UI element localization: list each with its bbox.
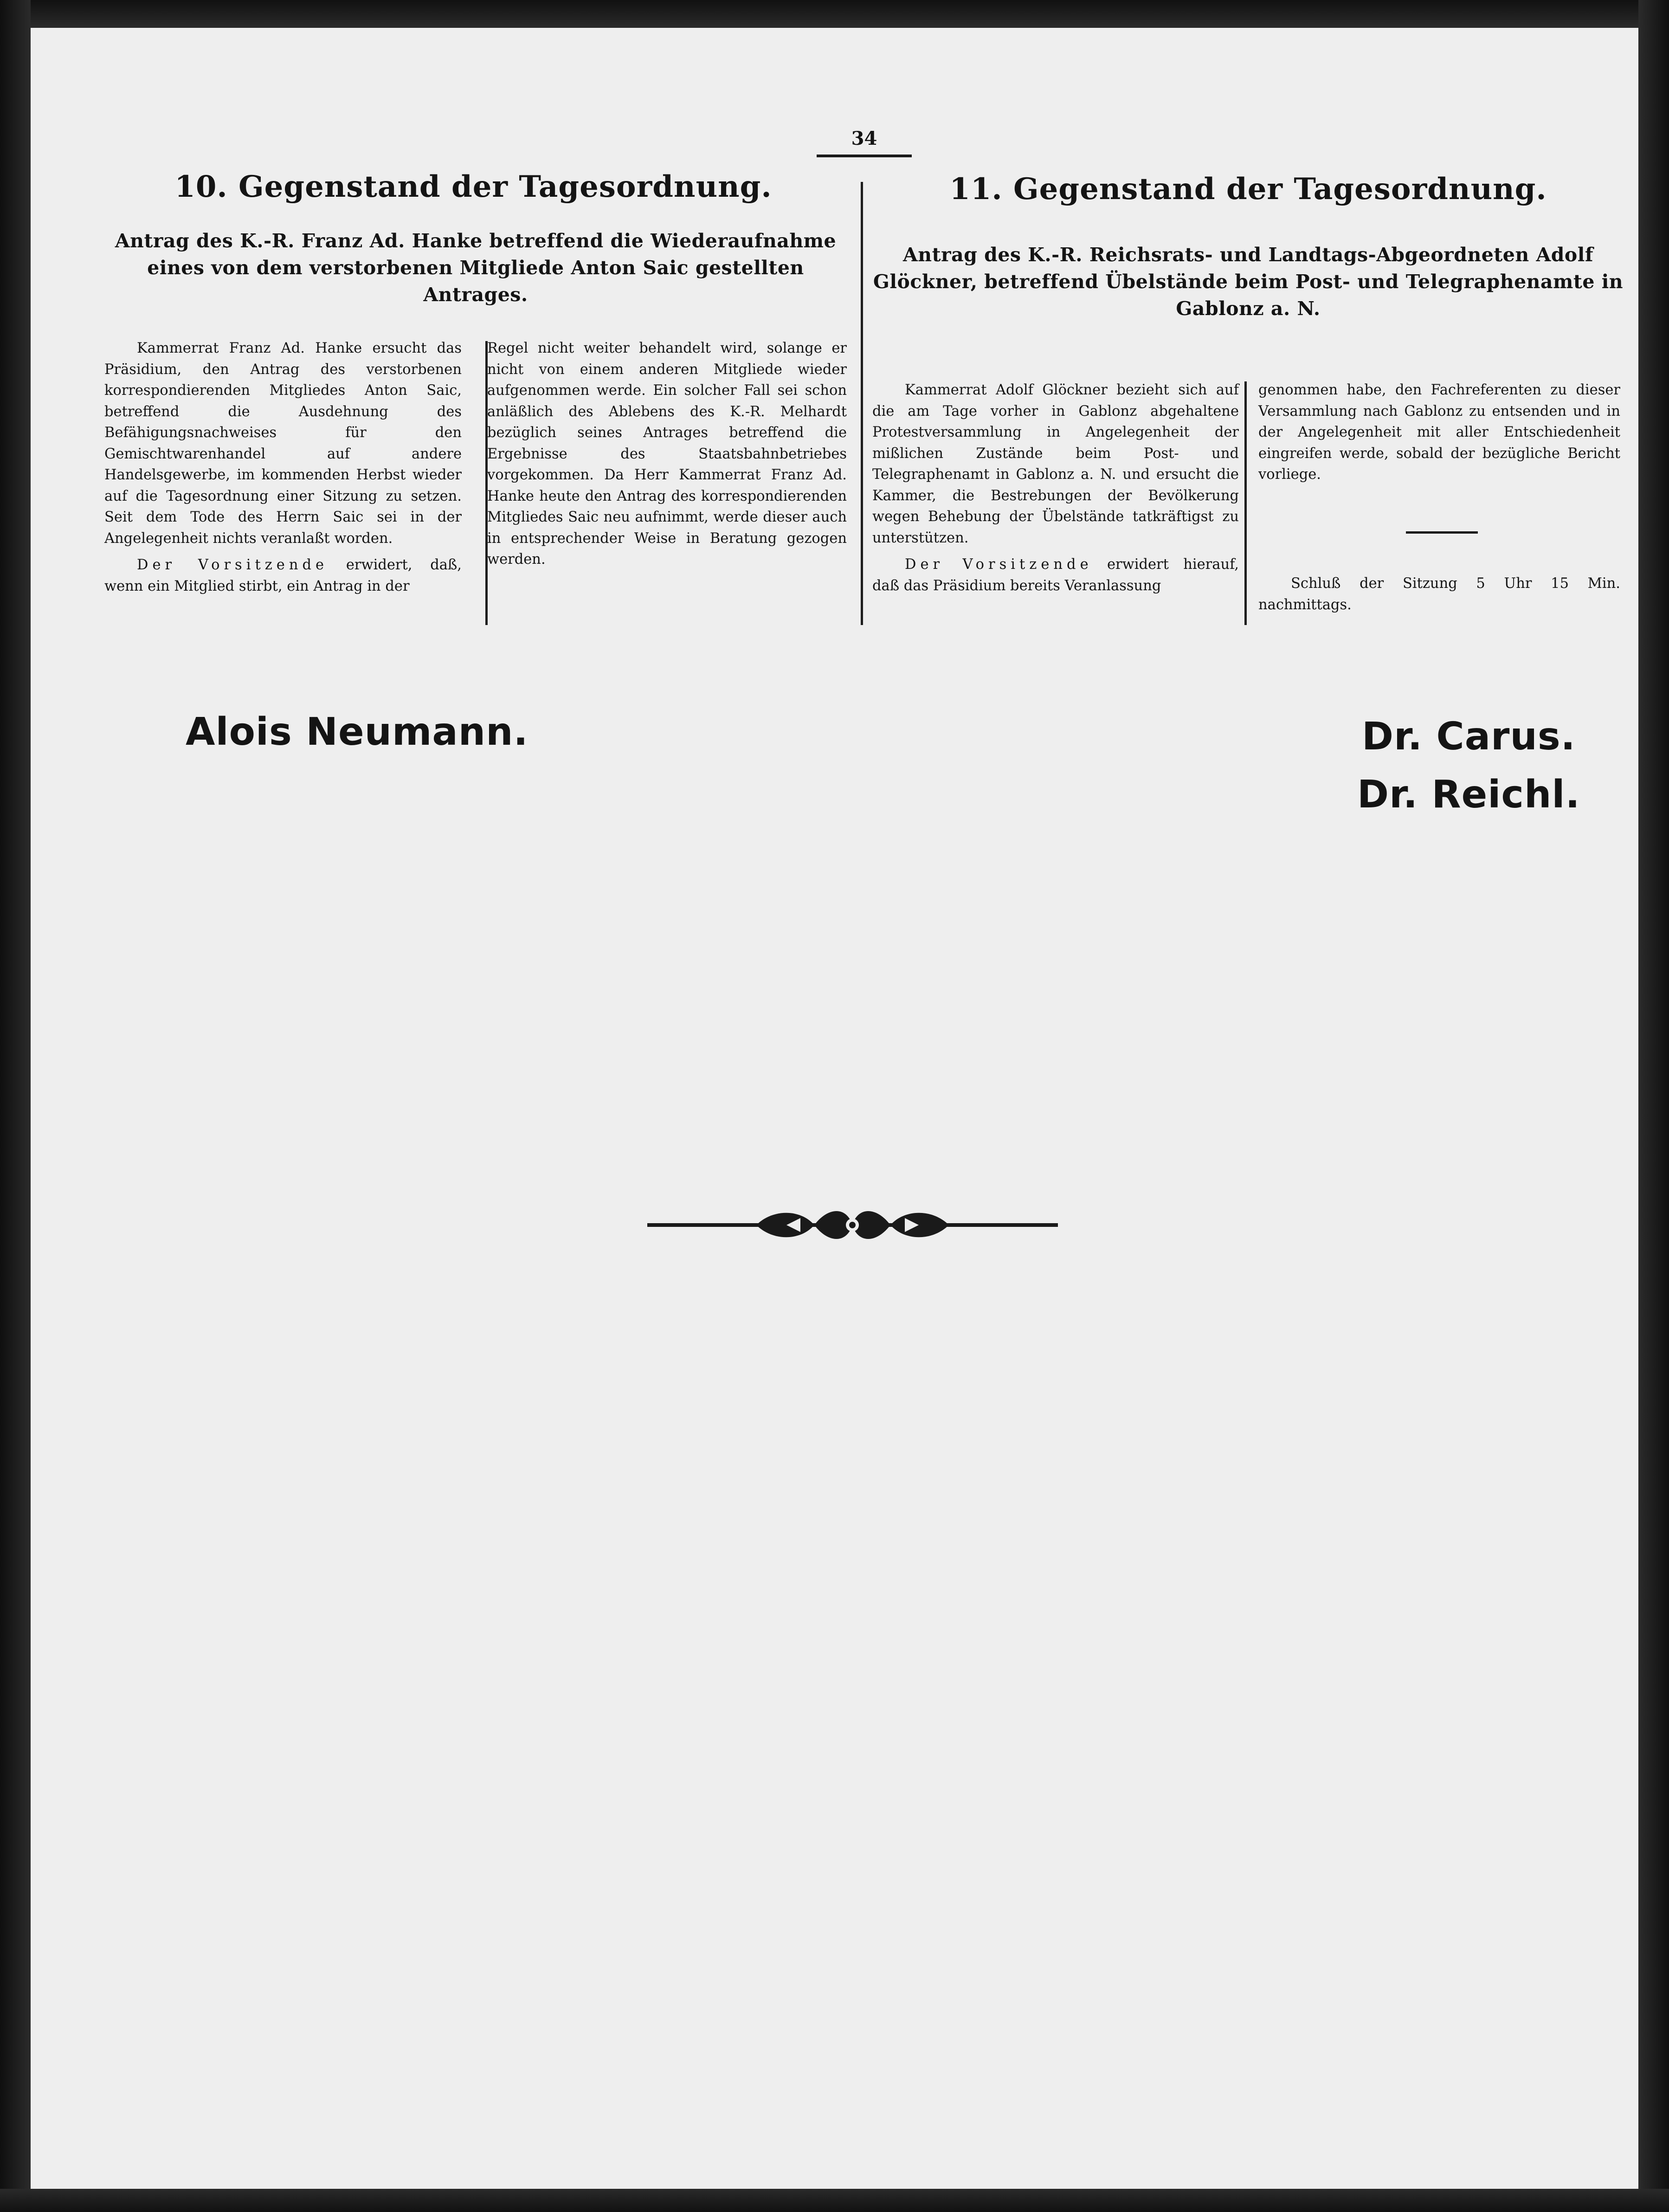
right-section-column-1 — [872, 380, 1239, 596]
signature-left: Alois Neumann. — [186, 710, 528, 754]
left-section-column-2 — [487, 338, 847, 570]
right-col1-paragraph: Kammerrat Adolf Glöckner bezieht sich auf die am Tage vorher in Gablonz abgehaltene Protestversammlung in Angelegenheit der mißlichen Zustände beim Post- und Telegraphenamt in Gablonz a. N. und ersucht die Kammer, die Bestrebungen der Bevölkerung wegen Behebung der Übelstände tatkräftigst zu unterstützen. — [872, 382, 1239, 546]
section-divider — [861, 182, 863, 625]
session-closing-note: Schluß der Sitzung 5 Uhr 15 Min. nachmittags. — [1258, 575, 1620, 613]
reply-text: erwidert hierauf, daß das Präsidium bereits Veranlassung — [872, 556, 1239, 594]
left-section-heading: 10. Gegenstand der Tagesordnung. — [174, 169, 772, 204]
scan-border-left — [0, 0, 31, 2212]
speaker-label: Der Vorsitzende — [137, 557, 329, 573]
speaker-label: Der Vorsitzende — [905, 556, 1093, 573]
page-number: 34 — [817, 128, 912, 157]
right-col1-chair-reply — [872, 554, 1239, 596]
signature-right-1: Dr. Carus. — [1362, 715, 1576, 759]
scan-border-top — [0, 0, 1669, 28]
scan-border-bottom — [0, 2189, 1669, 2212]
right-col2-paragraph: genommen habe, den Fachreferenten zu dieser Versammlung nach Gablonz zu entsenden und in der Angelegenheit mit aller Entschiedenheit eingreifen werde, sobald der bezügliche Bericht vorliege. — [1258, 382, 1620, 483]
right-section-closing — [1258, 573, 1620, 615]
scan-border-right — [1638, 0, 1669, 2212]
closing-separator-rule — [1406, 531, 1478, 534]
right-section-subheading: Antrag des K.-R. Reichsrats- und Landtags-Abgeordneten Adolf Glöckner, betreffend Übelstände beim Post- und Telegraphenamte in Gablonz a. N. — [873, 244, 1624, 320]
decorative-ornament-icon — [647, 1204, 1058, 1246]
left-section-subheading: Antrag des K.-R. Franz Ad. Hanke betreffend die Wiederaufnahme eines von dem verstorbenen Mitgliede Anton Saic gestellten Antrages. — [115, 230, 837, 306]
signature-right-2: Dr. Reichl. — [1357, 773, 1580, 817]
left-section-column-1 — [104, 338, 462, 597]
left-col2-paragraph: Regel nicht weiter behandelt wird, solange er nicht von einem anderen Mitgliede wieder aufgenommen werde. Ein solcher Fall sei schon anläßlich des Ablebens des K.-R. Melhardt bezüglich seines Antrages betreffend die Ergebnisse des Staatsbahnbetriebes vorgekommen. Da Herr Kammerrat Franz Ad. Hanke heute den Antrag des korrespondierenden Mitgliedes Saic neu aufnimmt, werde dieser auch in entsprechender Weise in Beratung gezogen werden. — [487, 340, 847, 568]
left-col1-chair-reply — [104, 555, 462, 597]
reply-text: erwidert, daß, wenn ein Mitglied stirbt, ein Antrag in der — [104, 557, 462, 594]
right-section-heading: 11. Gegenstand der Tagesordnung. — [949, 172, 1547, 206]
right-section-column-2 — [1258, 380, 1620, 485]
column-divider-right — [1244, 381, 1247, 625]
left-col1-paragraph: Kammerrat Franz Ad. Hanke ersucht das Präsidium, den Antrag des verstorbenen korrespondierenden Mitgliedes Anton Saic, betreffend die Ausdehnung des Befähigungsnachweises für den Gemischtwarenhandel auf andere Handelsgewerbe, im kommenden Herbst wieder auf die Tagesordnung einer Sitzung zu setzen. Seit dem Tode des Herrn Saic sei in der Angelegenheit nichts veranlaßt worden. — [104, 340, 462, 547]
